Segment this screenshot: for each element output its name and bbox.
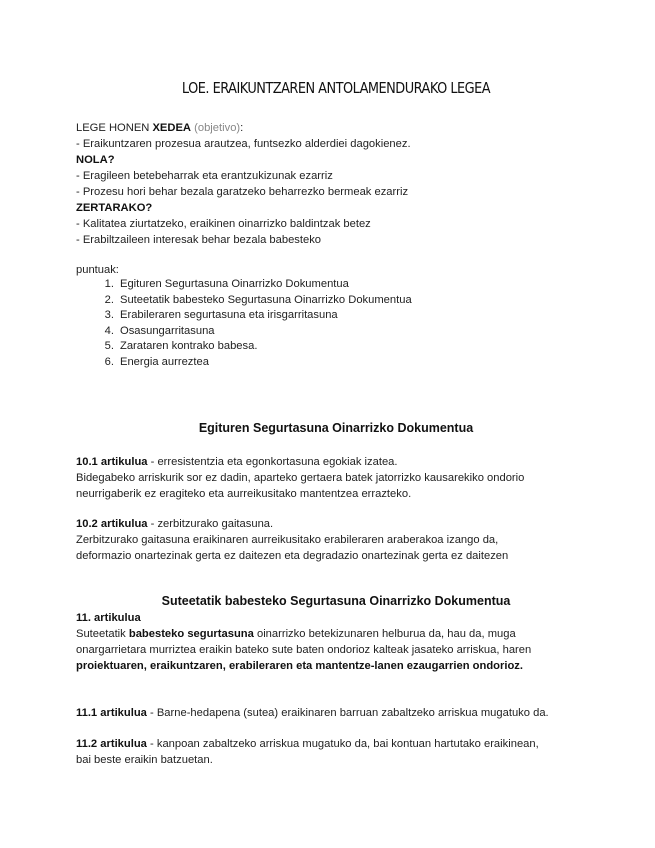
article-label: 10.1 artikulua: [76, 456, 148, 468]
document-title: LOE. ERAIKUNTZAREN ANTOLAMENDURAKO LEGEA: [181, 79, 491, 97]
xedea-note: (objetivo): [191, 122, 241, 134]
list-item-number: 5.: [104, 340, 114, 352]
xedea-line: [76, 120, 596, 136]
zertarako-item-1: - Kalitatea ziurtatzeko, eraikinen oinarrizko baldintzak betez: [76, 218, 371, 230]
list-item-text: Egituren Segurtasuna Oinarrizko Dokumentua: [120, 278, 349, 290]
list-item-number: 3.: [104, 309, 114, 321]
list-item: [96, 339, 412, 355]
list-item-number: 4.: [104, 324, 114, 337]
article-label: 11. artikulua: [76, 612, 141, 624]
xedea-bold: XEDEA: [152, 122, 192, 134]
article-text-bold: proiektuaren, eraikuntzaren, erabileraren eta mantentze-lanen ezaugarrien ondorioz.: [76, 660, 524, 672]
article-text: - zerbitzurako gaitasuna.: [147, 518, 274, 530]
article-label: 10.2 artikulua: [76, 518, 148, 530]
list-item-number: 1.: [104, 278, 114, 290]
article-text: bai beste eraikin batzuetan.: [76, 754, 213, 766]
article-text: - kanpoan zabaltzeko arriskua mugatuko da, bai kontuan hartutako eraikinean,: [146, 738, 539, 750]
article-11-1: [76, 705, 596, 721]
list-item: [96, 293, 412, 309]
puntuak-label: puntuak:: [76, 264, 119, 276]
list-item: [96, 324, 412, 340]
article-11-2: [76, 736, 596, 768]
list-item-text: Osasungarritasuna: [120, 324, 215, 337]
article-label: 11.1 artikulua: [76, 707, 147, 719]
list-item-text: Zarataren kontrako babesa.: [120, 340, 258, 352]
nola-heading: NOLA?: [76, 154, 115, 166]
nola-item-2: - Prozesu hori behar bezala garatzeko beharrezko bermeak ezarriz: [76, 186, 409, 198]
xedea-colon: :: [240, 122, 244, 134]
section-heading-egituren: Egituren Segurtasuna Oinarrizko Dokumentua: [198, 421, 474, 435]
xedea-text: - Eraikuntzaren prozesua arautzea, funtsezko alderdiei dagokienez.: [76, 138, 411, 150]
zertarako-heading: ZERTARAKO?: [76, 202, 153, 214]
article-text: Bidegabeko arriskurik sor ez dadin, aparteko gertaera batek jatorrizko kausarekiko ondorio: [76, 472, 525, 484]
list-item-text: Energia aurreztea: [120, 355, 209, 368]
list-item-text: Erabileraren segurtasuna eta irisgarritasuna: [120, 309, 338, 321]
article-text: deformazio onartezinak gerta ez daitezen eta degradazio onartezinak gerta ez daitezen: [76, 550, 509, 562]
section-heading-suteetatik: Suteetatik babesteko Segurtasuna Oinarrizko Dokumentua: [161, 594, 511, 608]
article-text: Zerbitzurako gaitasuna eraikinaren aurreikusitako erabileraren araberakoa izango da,: [76, 534, 499, 546]
article-text: Suteetatik: [76, 628, 129, 640]
intro-block: [76, 120, 596, 248]
article-10-2: [76, 516, 596, 564]
xedea-prefix: LEGE HONEN: [76, 122, 153, 134]
article-10-1: [76, 454, 596, 502]
list-item-number: 2.: [104, 293, 114, 306]
article-text: oinarrizko betekizunaren helburua da, hau da, muga: [253, 628, 516, 640]
nola-item-1: - Eragileen betebeharrak eta erantzukizunak ezarriz: [76, 170, 333, 182]
article-label: 11.2 artikulua: [76, 738, 147, 750]
puntuak-list: [96, 277, 412, 370]
article-text-bold: babesteko segurtasuna: [128, 628, 254, 640]
article-text: onargarrietara murriztea eraikin bateko sute baten ondorioz kalteak jasateko arriskua, haren: [76, 644, 532, 656]
article-text: - erresistentzia eta egonkortasuna egokiak izatea.: [147, 456, 398, 468]
article-text: neurrigaberik ez eragiteko eta aurreikusitako mantentzea errazteko.: [76, 488, 412, 500]
article-11: [76, 610, 596, 674]
list-item: [96, 308, 412, 324]
zertarako-item-2: - Erabiltzaileen interesak behar bezala babesteko: [76, 234, 322, 246]
list-item-text: Suteetatik babesteko Segurtasuna Oinarrizko Dokumentua: [120, 293, 412, 306]
list-item-number: 6.: [104, 355, 114, 368]
list-item: [96, 355, 412, 371]
list-item: [96, 277, 412, 293]
article-text: - Barne-hedapena (sutea) eraikinaren barruan zabaltzeko arriskua mugatuko da.: [146, 707, 549, 719]
